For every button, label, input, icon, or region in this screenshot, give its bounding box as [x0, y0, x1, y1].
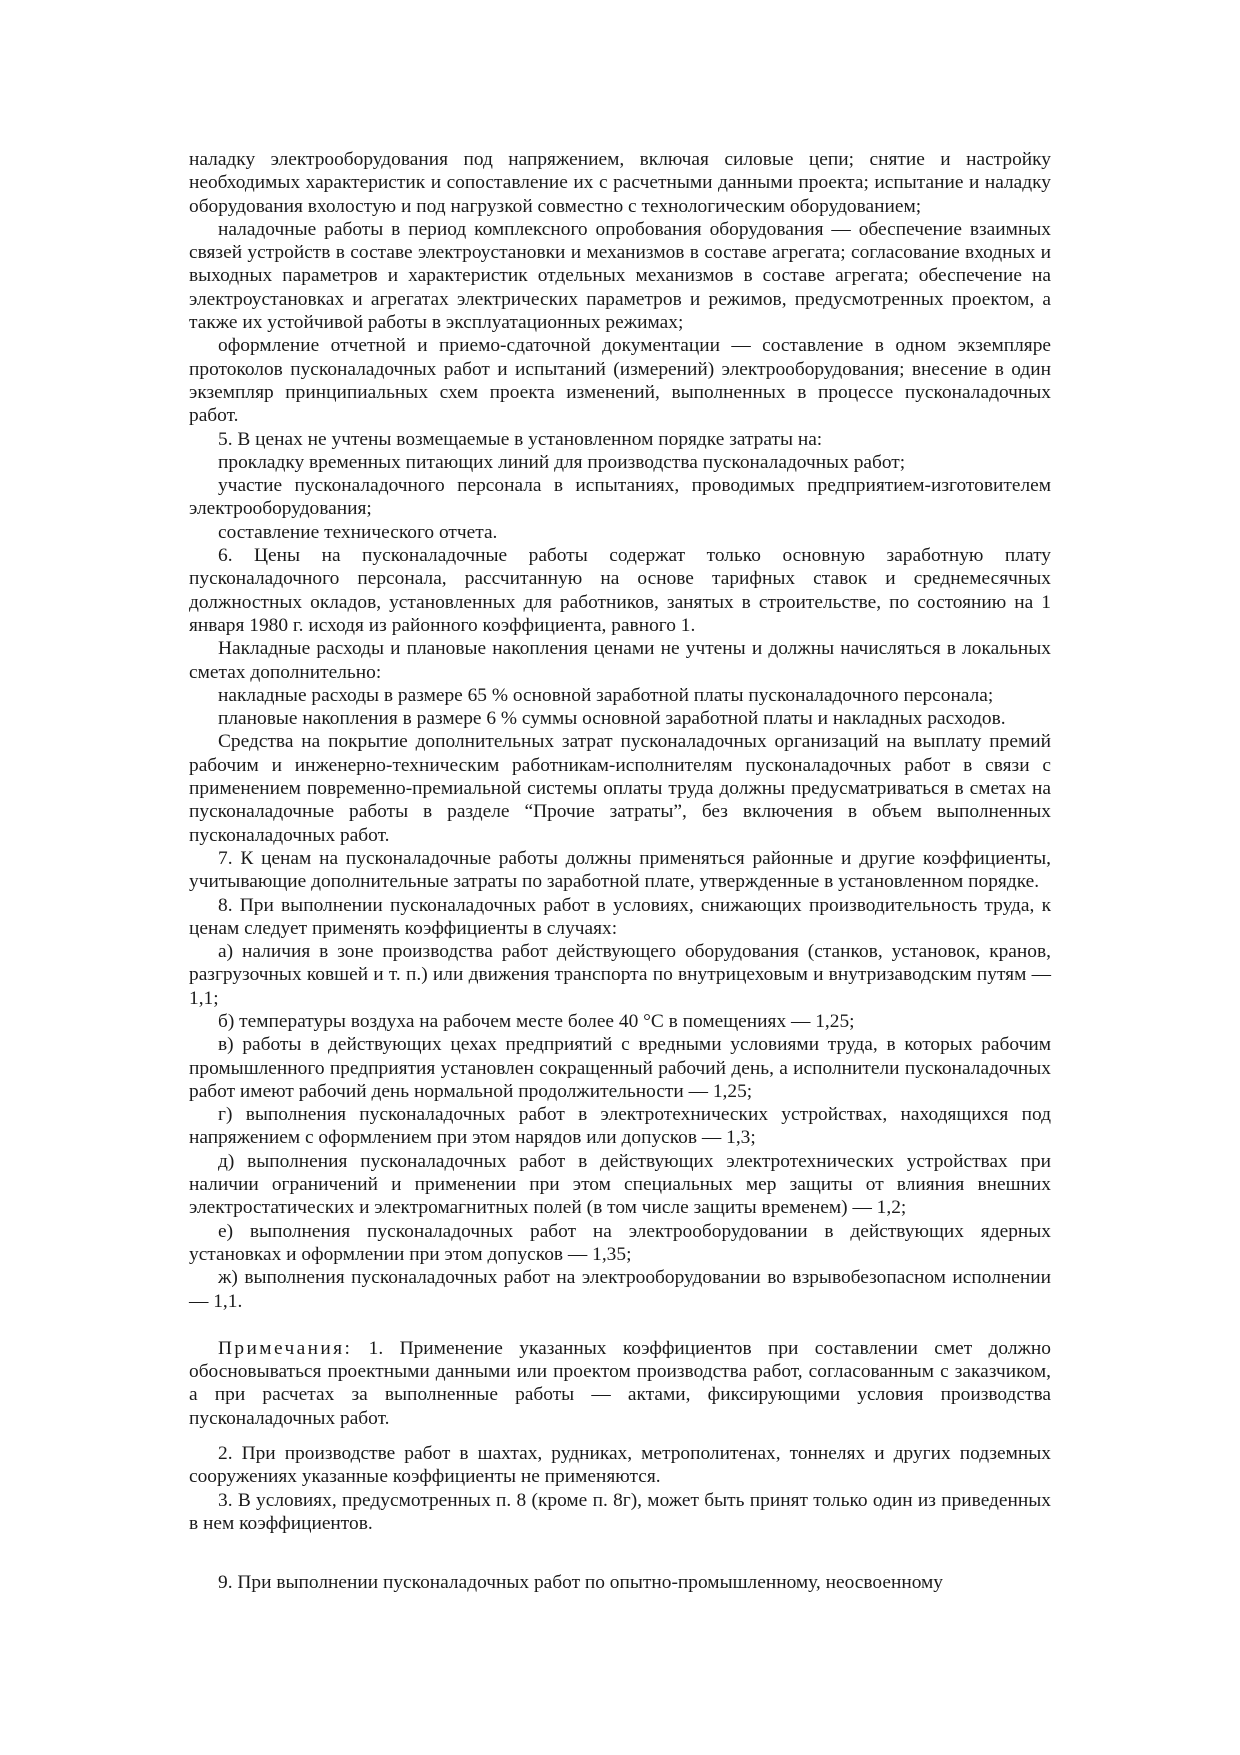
document-page	[189, 148, 1051, 1595]
paragraph: е) выполнения пусконаладочных работ на электрооборудовании в действующих ядерных установках и оформлении при этом допусков — 1,35;	[189, 1220, 1051, 1265]
paragraph-9: 9. При выполнении пусконаладочных работ по опытно-промышленному, неосвоенному	[218, 1572, 943, 1594]
paragraph: участие пусконаладочного персонала в испытаниях, проводимых предприятием-изготовителем электрооборудования;	[189, 475, 1051, 520]
paragraph: 7. К ценам на пусконаладочные работы должны применяться районные и другие коэффициенты, учитывающие дополнительные затраты по заработной плате, утвержденные в установленном порядке.	[189, 847, 1051, 893]
paragraph: 6. Цены на пусконаладочные работы содержат только основную заработную плату пусконаладочного персонала, рассчитанную на основе тарифных ставок и среднемесячных должностных окладов, установленных для работников, занятых в строительстве, по состоянию на 1 января 1980 г. исходя из районного коэффициента, равного 1.	[189, 545, 1051, 636]
paragraph: 8. При выполнении пусконаладочных работ в условиях, снижающих производительность труда, к ценам следует применять коэффициенты в случаях:	[189, 894, 1051, 939]
paragraph: ж) выполнения пусконаладочных работ на электрооборудовании во взрывобезопасном исполнении — 1,1.	[189, 1267, 1051, 1312]
paragraph: плановые накопления в размере 6 % суммы основной заработной платы и накладных расходов.	[218, 708, 1006, 730]
note-3: 3. В условиях, предусмотренных п. 8 (кроме п. 8г), может быть принят только один из приведенных в нем коэффициентов.	[189, 1489, 1051, 1534]
paragraph: Накладные расходы и плановые накопления ценами не учтены и должны начисляться в локальных сметах дополнительно:	[189, 638, 1051, 683]
paragraph: д) выполнения пусконаладочных работ в действующих электротехнических устройствах при наличии ограничений и применении при этом специальных мер защиты от влияния внешних электростатических и электромагнитных полей (в том числе защиты временем) — 1,2;	[189, 1150, 1051, 1219]
paragraph: 5. В ценах не учтены возмещаемые в установленном порядке затраты на:	[218, 428, 823, 450]
note-1-text: 1. Применение указанных коэффициентов при составлении смет должно обосновываться проектными данными или проектом производства работ, согласованным с заказчиком, а при расчетах за выполненные работы — актами, фиксирующими условия производства пусконаладочных работ.	[189, 1337, 1051, 1429]
paragraph: составление технического отчета.	[218, 521, 498, 543]
notes-label: Примечания:	[218, 1337, 353, 1359]
paragraph: оформление отчетной и приемо-сдаточной документации — составление в одном экземпляре протоколов пусконаладочных работ и испытаний (измерений) электрооборудования; внесение в один экземпляр принципиальных схем проекта изменений, выполненных в процессе пусконаладочных работ.	[189, 335, 1051, 427]
paragraph: накладные расходы в размере 65 % основной заработной платы пусконаладочного персонала;	[218, 684, 994, 706]
paragraph: г) выполнения пусконаладочных работ в электротехнических устройствах, находящихся под напряжением с оформлением при этом нарядов или допусков — 1,3;	[189, 1104, 1051, 1149]
paragraph: прокладку временных питающих линий для производства пусконаладочных работ;	[218, 451, 906, 473]
paragraph: б) температуры воздуха на рабочем месте более 40 °С в помещениях — 1,25;	[218, 1010, 855, 1032]
paragraph: наладку электрооборудования под напряжением, включая силовые цепи; снятие и настройку необходимых характеристик и сопоставление их с расчетными данными проекта; испытание и наладку оборудования вхолостую и под нагрузкой совместно с технологическим оборудованием;	[189, 149, 1051, 217]
paragraph: Средства на покрытие дополнительных затрат пусконаладочных организаций на выплату премий рабочим и инженерно-техническим работникам-исполнителям пусконаладочных работ в связи с применением повременно-премиальной системы оплаты труда должны предусматриваться в сметах на пусконаладочные работы в разделе “Прочие затраты”, без включения в объем выполненных пусконаладочных работ.	[189, 731, 1051, 846]
note-1	[189, 1337, 1051, 1430]
note-2: 2. При производстве работ в шахтах, рудниках, метрополитенах, тоннелях и других подземных сооружениях указанные коэффициенты не применяются.	[189, 1443, 1051, 1488]
paragraph: наладочные работы в период комплексного опробования оборудования — обеспечение взаимных связей устройств в составе электроустановки и механизмов в составе агрегата; согласование входных и выходных параметров и характеристик отдельных механизмов в составе агрегата; обеспечение на электроустановках и агрегатах электрических параметров и режимов, предусмотренных проектом, а также их устойчивой работы в эксплуатационных режимах;	[189, 218, 1051, 334]
paragraph: а) наличия в зоне производства работ действующего оборудования (станков, установок, кранов, разгрузочных ковшей и т. п.) или движения транспорта по внутрицеховым и внутризаводским путям — 1,1;	[189, 941, 1051, 1009]
paragraph: в) работы в действующих цехах предприятий с вредными условиями труда, в которых рабочим промышленного предприятия установлен сокращенный рабочий день, а исполнители пусконаладочных работ имеют рабочий день нормальной продолжительности — 1,25;	[189, 1034, 1051, 1102]
